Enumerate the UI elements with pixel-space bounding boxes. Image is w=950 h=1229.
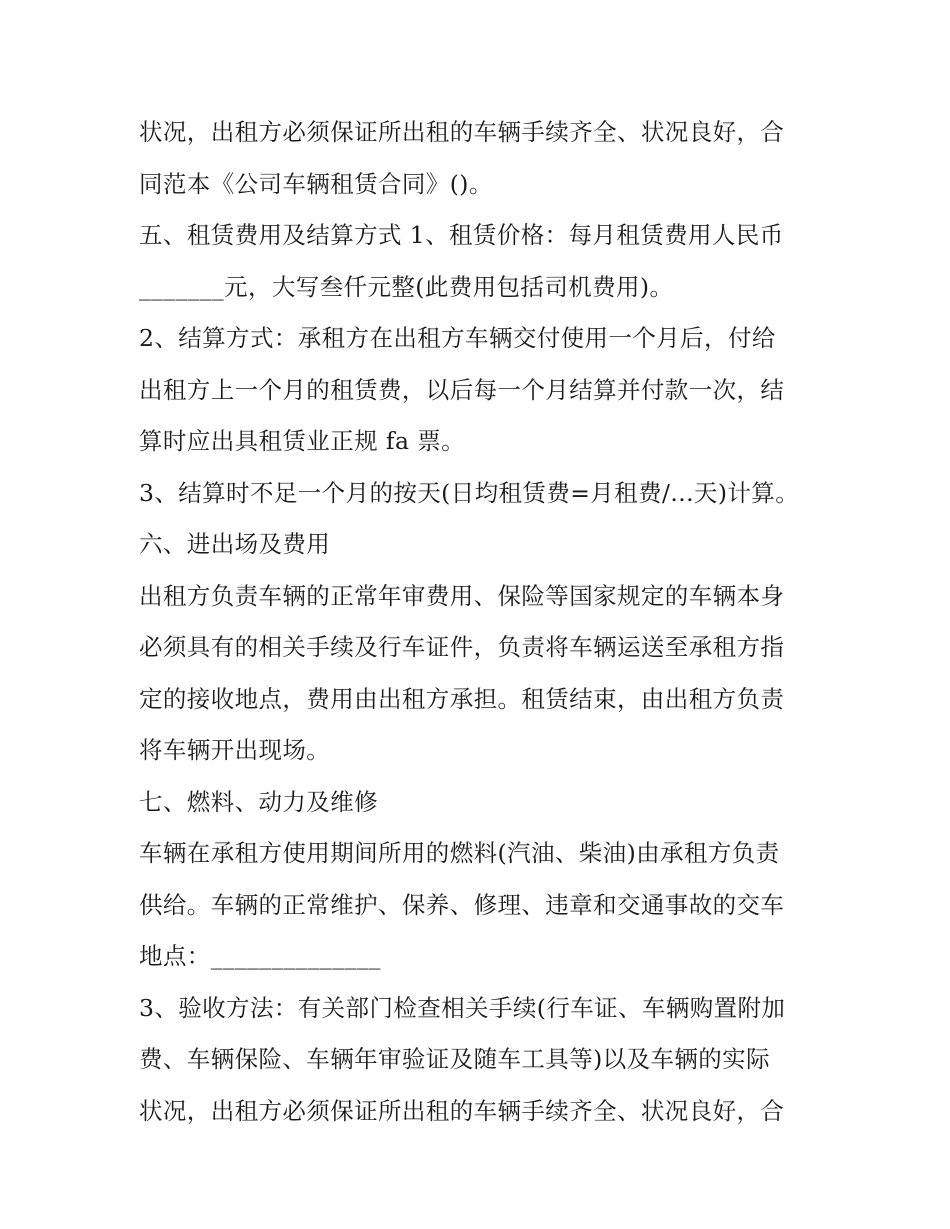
text-line: 出租方上一个月的租赁费，以后每一个月结算并付款一次，结 [139, 375, 785, 404]
text-line: 供给。车辆的正常维护、保养、修理、违章和交通事故的交车 [139, 890, 785, 919]
text-line: 同范本《公司车辆租赁合同》()。 [139, 169, 493, 198]
text-line: 费、车辆保险、车辆年审验证及随车工具等)以及车辆的实际 [139, 1045, 770, 1073]
document-body [139, 107, 819, 1137]
text-line: 地点：______________ [139, 942, 381, 970]
text-line: 车辆在承租方使用期间所用的燃料(汽油、柴油)由承租方负责 [139, 839, 780, 867]
text-line: 2、结算方式：承租方在出租方车辆交付使用一个月后，付给 [139, 324, 776, 352]
text-line: 状况，出租方必须保证所出租的车辆手续齐全、状况良好，合 [139, 118, 785, 146]
text-line: 必须具有的相关手续及行车证件，负责将车辆运送至承租方指 [139, 633, 785, 661]
text-line: 状况，出租方必须保证所出租的车辆手续齐全、状况良好，合 [139, 1096, 785, 1125]
text-line: 定的接收地点，费用由出租方承担。租赁结束，由出租方负责 [139, 684, 785, 713]
text-line: 3、结算时不足一个月的按天(日均租赁费=月租费/...天)计算。 [139, 478, 800, 507]
text-line: 将车辆开出现场。 [139, 736, 331, 764]
section-five-heading-line: 五、租赁费用及结算方式 1、租赁价格：每月租赁费用人民币 [139, 221, 784, 249]
text-line: 出租方负责车辆的正常年审费用、保险等国家规定的车辆本身 [139, 581, 785, 610]
text-line: _______元，大写叁仟元整(此费用包括司机费用)。 [139, 272, 674, 301]
section-seven-heading: 七、燃料、动力及维修 [139, 787, 378, 816]
text-line: 3、验收方法：有关部门检查相关手续(行车证、车辆购置附加 [139, 993, 786, 1022]
text-line: 算时应出具租赁业正规 fa 票。 [139, 427, 466, 455]
section-six-heading: 六、进出场及费用 [139, 530, 331, 558]
